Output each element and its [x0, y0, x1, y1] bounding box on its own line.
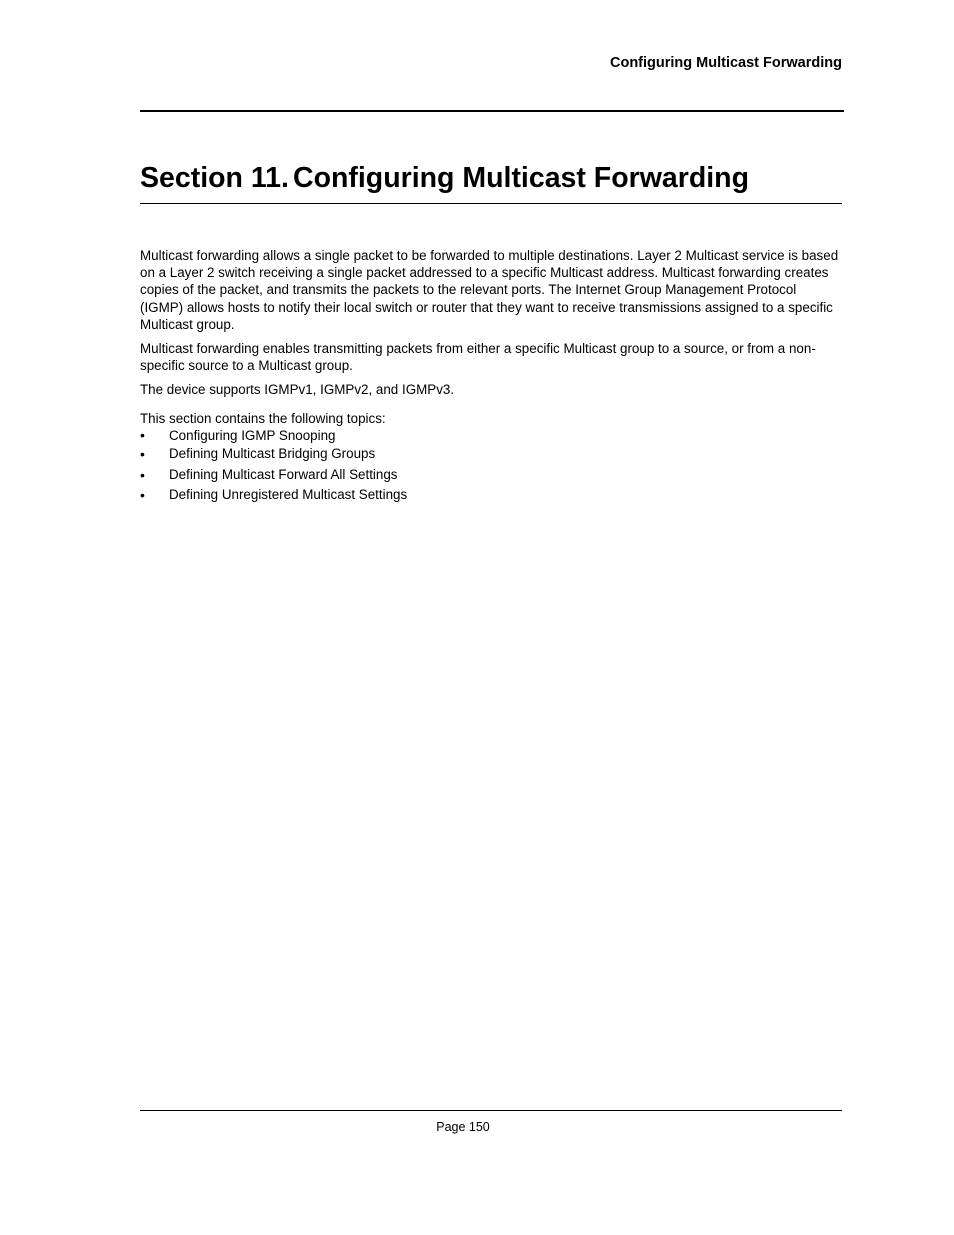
footer-rule	[140, 1110, 842, 1111]
header-rule	[140, 110, 844, 112]
topic-item-label: Configuring IGMP Snooping	[169, 427, 336, 443]
section-number: Section 11.	[140, 162, 289, 194]
bullet-icon: •	[140, 486, 145, 503]
topic-item	[140, 465, 842, 485]
section-title	[140, 160, 749, 196]
running-header: Configuring Multicast Forwarding	[610, 55, 842, 71]
section-title-text: Configuring Multicast Forwarding	[293, 162, 749, 194]
page-number: Page 150	[436, 1120, 490, 1134]
section-body	[140, 247, 842, 505]
bullet-icon: •	[140, 446, 145, 463]
topics-intro: This section contains the following topics:	[140, 410, 386, 426]
paragraph: The device supports IGMPv1, IGMPv2, and IGMPv3.	[140, 382, 455, 398]
topic-item	[140, 444, 842, 464]
topic-item-label: Defining Multicast Bridging Groups	[169, 446, 376, 462]
topic-item-label: Defining Multicast Forward All Settings	[169, 466, 398, 482]
paragraph: Multicast forwarding allows a single packet to be forwarded to multiple destinations. Layer 2 Multicast service is based on a Layer 2 switch receiving a single packet addressed to a specific Multicast address. Multicast forwarding creates copies of the packet, and transmits the packets to the relevant ports. The Internet Group Management Protocol (IGMP) allows hosts to notify their local switch or router that they want to receive transmissions assigned to a specific Multicast group.	[140, 248, 839, 332]
topic-list	[140, 427, 842, 505]
topic-item	[140, 427, 842, 445]
paragraph: Multicast forwarding enables transmitting packets from either a specific Multicast group to a source, or from a non-specific source to a Multicast group.	[140, 341, 816, 374]
topic-item-label: Defining Unregistered Multicast Settings	[169, 486, 408, 502]
bullet-icon: •	[140, 426, 145, 443]
title-rule	[140, 203, 842, 204]
bullet-icon: •	[140, 466, 145, 483]
topic-item	[140, 485, 842, 505]
